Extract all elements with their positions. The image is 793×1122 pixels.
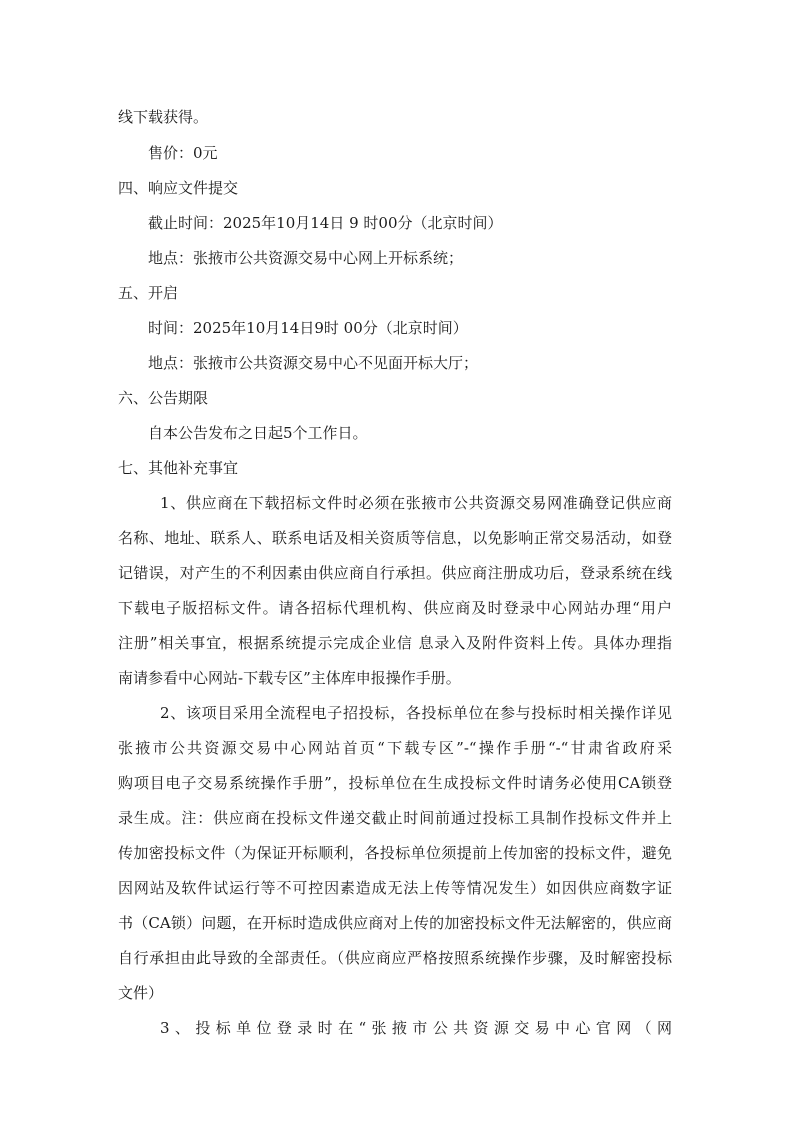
item-2-line: 购项目电子交易系统操作手册”，投标单位在生成投标文件时请务必使用CA锁登: [118, 774, 672, 792]
section-6-heading: 六、公告期限: [118, 389, 209, 407]
item-2-line: 自行承担由此导致的全部责任。（供应商应严格按照系统操作步骤，及时解密投标: [118, 949, 672, 967]
price-text: 售价：0元: [148, 144, 218, 162]
section-4-heading: 四、响应文件提交: [118, 179, 239, 197]
section-7-heading: 七、其他补充事宜: [118, 459, 239, 477]
notice-period-text: 自本公告发布之日起5个工作日。: [148, 424, 368, 442]
item-2-line: 传加密投标文件（为保证开标顺利，各投标单位须提前上传加密的投标文件，避免: [118, 844, 672, 862]
submission-deadline: 截止时间：2025年10月14日 9 时00分（北京时间）: [148, 214, 503, 232]
item-1-line: 注册”相关事宜，根据系统提示完成企业信 息录入及附件资料上传。具体办理指: [118, 634, 672, 652]
item-2-line: 录生成。注：供应商在投标文件递交截止时间前通过投标工具制作投标文件并上: [118, 809, 672, 827]
continuation-text: 线下载获得。: [118, 108, 209, 126]
item-1-line: 南请参看中心网站-下载专区”主体库申报操作手册。: [118, 669, 461, 687]
opening-location: 地点：张掖市公共资源交易中心不见面开标大厅；: [148, 354, 479, 372]
item-3-line: 3、投标单位登录时在“张掖市公共资源交易中心官网（网: [160, 1019, 672, 1037]
item-1-line: 下载电子版招标文件。请各招标代理机构、供应商及时登录中心网站办理“用户: [118, 599, 672, 617]
item-2-line: 2、该项目采用全流程电子招投标，各投标单位在参与投标时相关操作详见: [160, 704, 672, 722]
item-1-line: 1、供应商在下载招标文件时必须在张掖市公共资源交易网准确登记供应商: [160, 494, 672, 512]
item-2-line: 文件）: [118, 984, 164, 1002]
section-5-heading: 五、开启: [118, 284, 179, 302]
item-2-line: 书（CA锁）问题，在开标时造成供应商对上传的加密投标文件无法解密的，供应商: [118, 914, 672, 932]
item-2-line: 张掖市公共资源交易中心网站首页“下载专区”-“操作手册“-“甘肃省政府采: [118, 739, 672, 757]
submission-location: 地点：张掖市公共资源交易中心网上开标系统；: [148, 249, 464, 267]
item-1-line: 记错误，对产生的不利因素由供应商自行承担。供应商注册成功后，登录系统在线: [118, 564, 672, 582]
item-1-line: 名称、地址、联系人、联系电话及相关资质等信息，以免影响正常交易活动，如登: [118, 529, 672, 547]
item-2-line: 因网站及软件试运行等不可控因素造成无法上传等情况发生）如因供应商数字证: [118, 879, 672, 897]
opening-time: 时间：2025年10月14日9时 00分（北京时间）: [148, 319, 468, 337]
